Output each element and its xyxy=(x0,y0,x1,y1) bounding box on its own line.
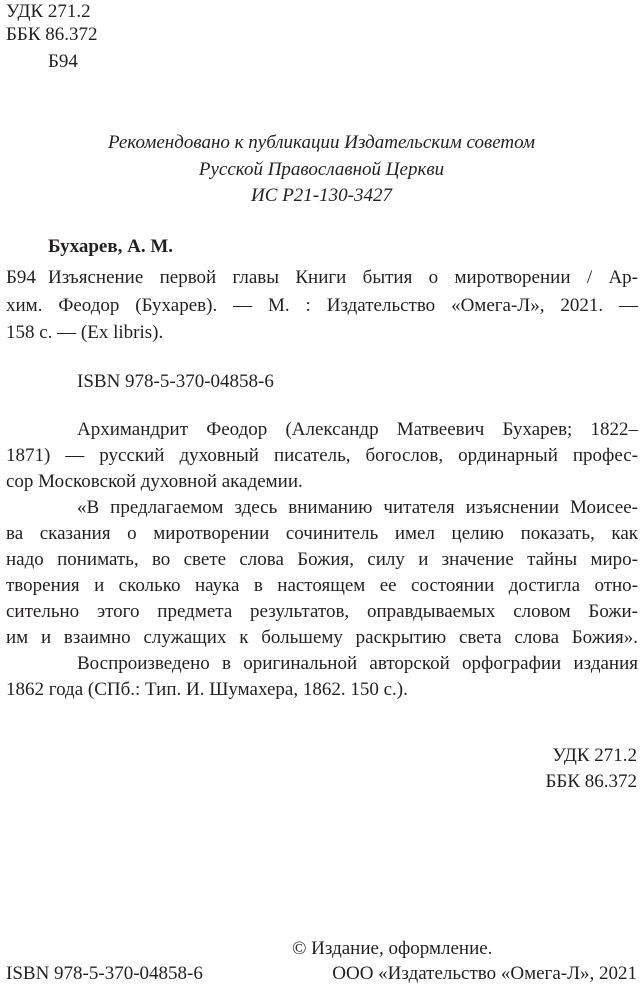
author-heading: Бухарев, А. М. xyxy=(48,236,174,257)
isbn-main: ISBN 978-5-370-04858-6 xyxy=(77,371,274,392)
bbk-code-bottom: ББК 86.372 xyxy=(545,771,637,792)
annotation-p2-line-4: творения и сколько наука в настоящем ее состоянии достигла отно- xyxy=(6,575,638,596)
bib-line-3: 158 с. — (Ex libris). xyxy=(6,322,164,343)
annotation-p3-line-1: Воспроизведено в оригинальной авторской орфографии издания xyxy=(77,653,638,674)
bib-author-mark: Б94 xyxy=(6,267,36,288)
bib-line-2: хим. Феодор (Бухарев). — М. : Издательство «Омега-Л», 2021. — xyxy=(6,295,638,316)
annotation-p2-line-6: им и взаимно служащих к большему раскрытию света слова Божия». xyxy=(6,627,638,648)
udk-code-bottom: УДК 271.2 xyxy=(552,745,637,766)
copyright-line-2: ООО «Издательство «Омега-Л», 2021 xyxy=(332,963,637,984)
annotation-p3-line-2: 1862 года (СПб.: Тип. И. Шумахера, 1862. 150 с.). xyxy=(6,679,408,700)
annotation-p2-line-2: ва сказания о миротворении сочинитель имел целию показать, как xyxy=(6,523,638,544)
bib-line-1: Изъяснение первой главы Книги бытия о миротворении / Ар- xyxy=(48,267,638,288)
annotation-p1-line-2: 1871) — русский духовный писатель, богослов, ординарный профес- xyxy=(6,445,638,466)
recommendation-line-2: Русской Православной Церкви xyxy=(198,159,445,180)
copyright-line-1: © Издание, оформление. xyxy=(292,938,493,959)
udk-code: УДК 271.2 xyxy=(6,1,91,22)
author-mark: Б94 xyxy=(48,51,78,72)
annotation-p2-line-1: «В предлагаемом здесь вниманию читателя изъяснении Моисее- xyxy=(77,497,638,518)
annotation-p1-line-3: сор Московской духовной академии. xyxy=(6,471,303,492)
recommendation-line-3: ИС Р21-130-3427 xyxy=(251,185,392,206)
annotation-p2-line-5: сительно этого предмета результатов, оправдываемых словом Божи- xyxy=(6,601,638,622)
recommendation-line-1: Рекомендовано к публикации Издательским советом xyxy=(107,132,536,153)
annotation-p2-line-3: надо понимать, во свете слова Божия, силу и значение тайны миро- xyxy=(6,549,638,570)
annotation-p1-line-1: Архимандрит Феодор (Александр Матвеевич Бухарев; 1822– xyxy=(77,419,638,440)
isbn-footer: ISBN 978-5-370-04858-6 xyxy=(6,963,203,984)
bbk-code: ББК 86.372 xyxy=(6,24,98,45)
